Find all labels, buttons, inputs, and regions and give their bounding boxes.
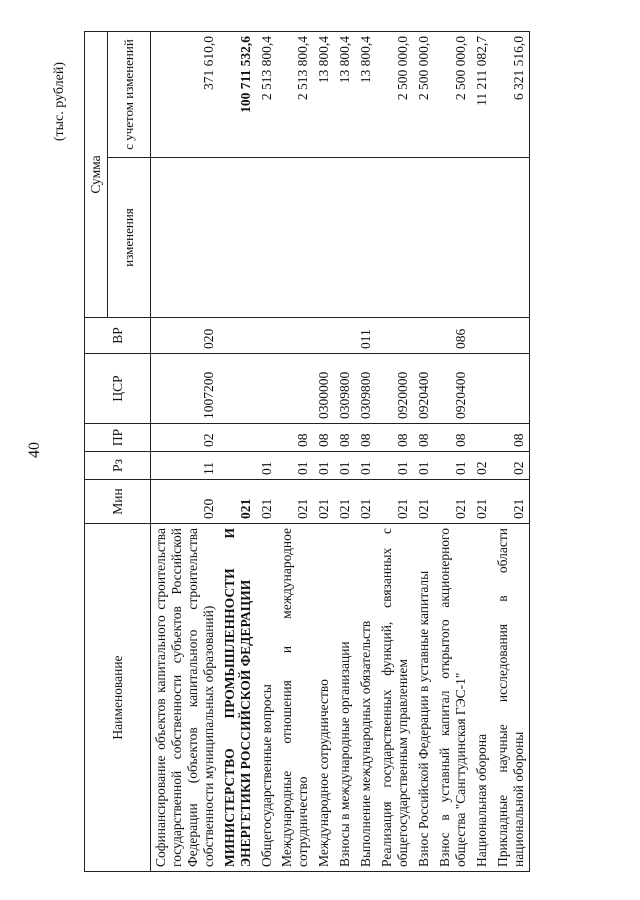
row-total: 371 610,0: [151, 31, 220, 157]
row-pr: 08: [335, 424, 356, 452]
row-name: Национальная оборона: [472, 524, 493, 872]
row-min: 021: [314, 480, 335, 524]
row-changes: [314, 158, 335, 318]
row-min: 021: [435, 480, 472, 524]
row-min: 021: [493, 480, 530, 524]
row-vr: 011: [356, 318, 377, 354]
row-changes: [257, 158, 278, 318]
row-csr: 1007200: [151, 354, 220, 424]
row-changes: [151, 158, 220, 318]
table-row: [151, 31, 220, 871]
row-csr: 0309800: [335, 354, 356, 424]
row-changes: [435, 158, 472, 318]
row-total: 100 711 532,6: [220, 31, 257, 157]
row-min: 021: [277, 480, 314, 524]
row-csr: 0920400: [414, 354, 435, 424]
row-name: Взносы в международные организации: [335, 524, 356, 872]
row-csr: [493, 354, 530, 424]
row-total: 13 800,4: [356, 31, 377, 157]
row-pr: 08: [377, 424, 414, 452]
row-csr: 0920400: [435, 354, 472, 424]
header-name: Наименование: [85, 524, 151, 872]
row-min: 021: [335, 480, 356, 524]
row-min: 020: [151, 480, 220, 524]
row-min: 021: [414, 480, 435, 524]
table-row: [220, 31, 257, 871]
row-csr: 0920000: [377, 354, 414, 424]
row-changes: [356, 158, 377, 318]
row-csr: [472, 354, 493, 424]
table-row: [356, 31, 377, 871]
row-pr: 08: [414, 424, 435, 452]
row-vr: [277, 318, 314, 354]
row-total: 13 800,4: [314, 31, 335, 157]
table-row: [414, 31, 435, 871]
header-csr: ЦСР: [85, 354, 151, 424]
row-name: Общегосударственные вопросы: [257, 524, 278, 872]
row-name: Взнос в уставный капитал открытого акционерного общества "Сангтудинская ГЭС-1": [435, 524, 472, 872]
row-vr: [414, 318, 435, 354]
row-total: 11 211 082,7: [472, 31, 493, 157]
row-pr: 08: [277, 424, 314, 452]
table-row: [377, 31, 414, 871]
row-changes: [335, 158, 356, 318]
row-rz: 11: [151, 452, 220, 480]
row-changes: [377, 158, 414, 318]
row-pr: 08: [356, 424, 377, 452]
row-vr: 020: [151, 318, 220, 354]
row-total: 2 513 800,4: [277, 31, 314, 157]
row-vr: [377, 318, 414, 354]
row-total: 13 800,4: [335, 31, 356, 157]
row-name: Прикладные научные исследования в области национальной обороны: [493, 524, 530, 872]
row-rz: 01: [335, 452, 356, 480]
row-name: Реализация государственных функций, связанных с общегосударственным управлением: [377, 524, 414, 872]
header-sum: Сумма: [85, 31, 108, 317]
row-min: 021: [356, 480, 377, 524]
header-with-changes: с учетом изменений: [108, 31, 151, 157]
row-vr: [257, 318, 278, 354]
row-pr: [257, 424, 278, 452]
row-total: 2 513 800,4: [257, 31, 278, 157]
row-pr: 08: [493, 424, 530, 452]
row-rz: 01: [414, 452, 435, 480]
row-rz: [220, 452, 257, 480]
table-row: [493, 31, 530, 871]
row-vr: [335, 318, 356, 354]
row-rz: 01: [314, 452, 335, 480]
row-rz: 01: [257, 452, 278, 480]
units-caption: (тыс. рублей): [52, 62, 67, 142]
header-changes: изменения: [108, 158, 151, 318]
row-csr: 0309800: [356, 354, 377, 424]
row-min: 021: [257, 480, 278, 524]
row-total: 2 500 000,0: [377, 31, 414, 157]
row-vr: [493, 318, 530, 354]
row-min: 021: [377, 480, 414, 524]
row-rz: 02: [493, 452, 530, 480]
row-csr: [257, 354, 278, 424]
row-csr: 0300000: [314, 354, 335, 424]
header-vr: ВР: [85, 318, 151, 354]
table-row: [257, 31, 278, 871]
table-row: [277, 31, 314, 871]
header-min: Мин: [85, 480, 151, 524]
table-row: [472, 31, 493, 871]
row-total: 6 321 516,0: [493, 31, 530, 157]
row-pr: 08: [314, 424, 335, 452]
table-row: [335, 31, 356, 871]
header-pr: ПР: [85, 424, 151, 452]
header-rz: Рз: [85, 452, 151, 480]
row-pr: [220, 424, 257, 452]
row-total: 2 500 000,0: [414, 31, 435, 157]
row-name: Выполнение международных обязательств: [356, 524, 377, 872]
budget-table: [84, 31, 530, 872]
row-vr: 086: [435, 318, 472, 354]
row-rz: 02: [472, 452, 493, 480]
row-vr: [220, 318, 257, 354]
row-changes: [472, 158, 493, 318]
row-csr: [220, 354, 257, 424]
row-name: МИНИСТЕРСТВО ПРОМЫШЛЕННОСТИ И ЭНЕРГЕТИКИ РОССИЙСКОЙ ФЕДЕРАЦИИ: [220, 524, 257, 872]
table-row: [435, 31, 472, 871]
page-number: 40: [26, 442, 43, 458]
row-rz: 01: [277, 452, 314, 480]
row-name: Международное сотрудничество: [314, 524, 335, 872]
row-pr: 08: [435, 424, 472, 452]
row-pr: 02: [151, 424, 220, 452]
row-pr: [472, 424, 493, 452]
table-row: [314, 31, 335, 871]
row-changes: [277, 158, 314, 318]
table-body: [151, 31, 530, 871]
row-changes: [220, 158, 257, 318]
row-min: 021: [472, 480, 493, 524]
row-changes: [493, 158, 530, 318]
row-changes: [414, 158, 435, 318]
table-header: [85, 31, 151, 871]
row-rz: 01: [377, 452, 414, 480]
row-name: Взнос Российской Федерации в уставные капиталы: [414, 524, 435, 872]
row-vr: [472, 318, 493, 354]
row-total: 2 500 000,0: [435, 31, 472, 157]
row-vr: [314, 318, 335, 354]
row-name: Софинансирование объектов капитального строительства государственной собственности субъектов Российской Федерации (объектов капитального строительства собственности муниципальных образований): [151, 524, 220, 872]
row-csr: [277, 354, 314, 424]
row-rz: 01: [435, 452, 472, 480]
row-min: 021: [220, 480, 257, 524]
row-rz: 01: [356, 452, 377, 480]
row-name: Международные отношения и международное сотрудничество: [277, 524, 314, 872]
